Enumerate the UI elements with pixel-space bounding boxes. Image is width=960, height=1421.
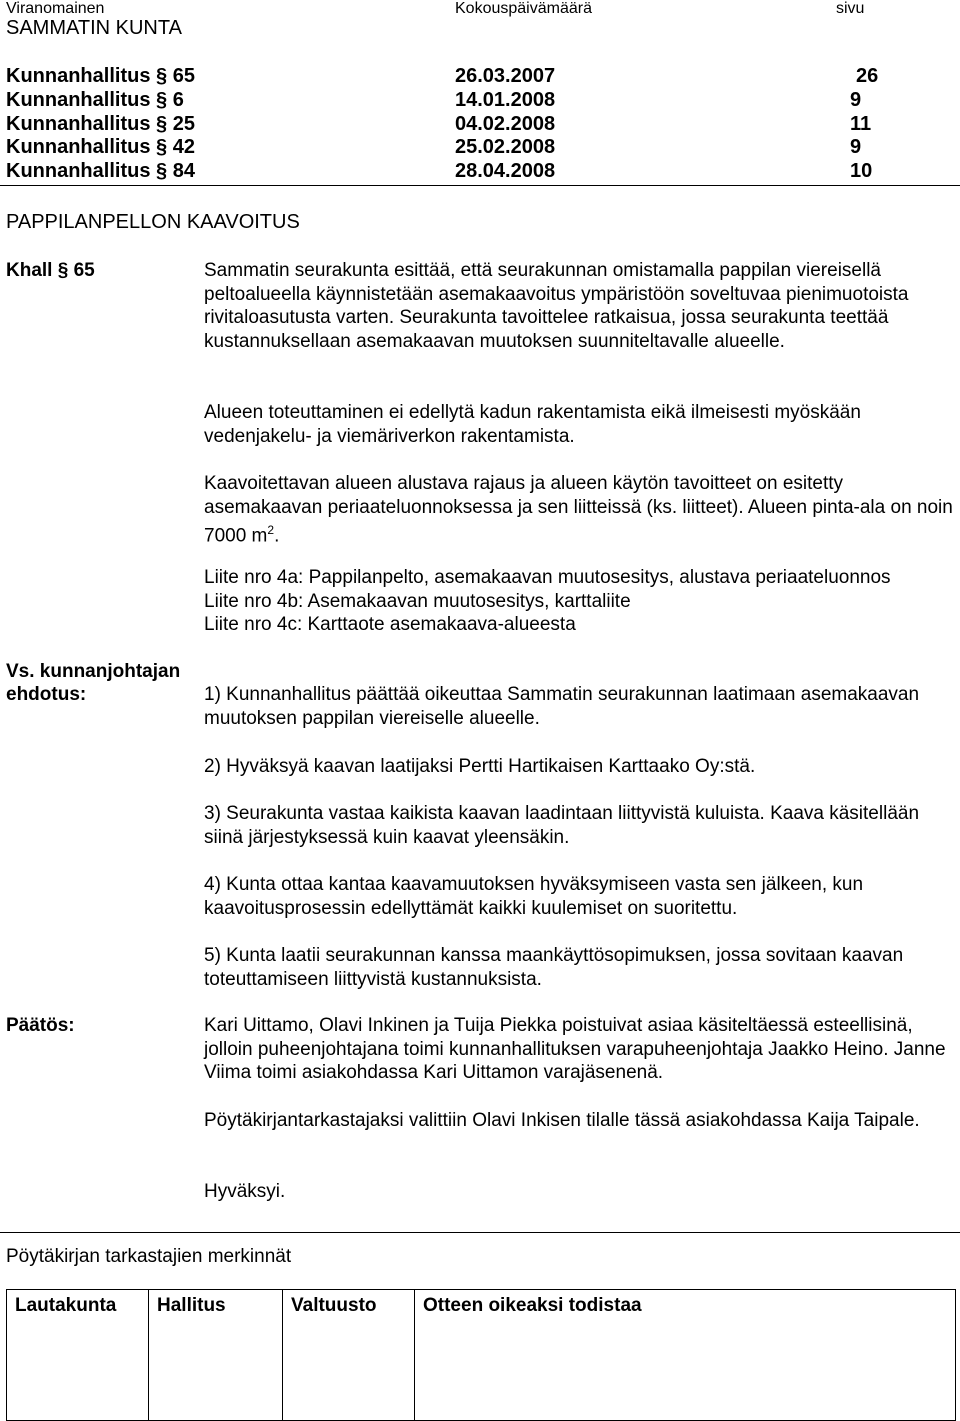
khall-section-number: 65 — [73, 260, 95, 281]
proposal-item-5 — [204, 944, 954, 991]
decision-paragraph-1 — [204, 1014, 954, 1085]
section-sign: § — [156, 113, 168, 135]
khall-paragraph-3 — [204, 472, 954, 548]
attachment-item: Liite nro 4a: Pappilanpelto, asemakaavan muutosesitys, alustava periaateluonnos — [204, 567, 891, 588]
attachment-list — [204, 566, 954, 637]
decision-text: Kari Uittamo, Olavi Inkinen ja Tuija Piekka poistuivat asiaa käsiteltäessä esteellisinä, jolloin puheenjohtajana toimi kunnanhallituksen varapuheenjohtaja Jaakko Heino. Janne Viima toimi asiakohdassa Kari Uittamon varajäsenenä. — [204, 1015, 946, 1083]
signature-cell: Valtuusto — [283, 1290, 415, 1421]
section-sign: § — [156, 65, 168, 87]
khall-area-text — [204, 472, 954, 548]
meeting-date: 14.01.2008 — [455, 89, 556, 111]
area-superscript: 2 — [267, 523, 275, 537]
khall-label — [6, 259, 95, 282]
meeting-page: 11 — [850, 113, 872, 135]
authority-label: Viranomainen — [6, 0, 105, 17]
meeting-section: 65 — [172, 65, 195, 87]
meeting-body: Kunnanhallitus — [6, 65, 151, 87]
subject-title: PAPPILANPELLON KAAVOITUS — [6, 211, 300, 233]
proposal-text: 2) Hyväksyä kaavan laatijaksi Pertti Hartikaisen Karttaako Oy:stä. — [204, 756, 756, 777]
khall-text: Alueen toteuttaminen ei edellytä kadun rakentamista eikä ilmeisesti myöskään vedenjakelu- ja viemäriverkon rakentamista. — [204, 402, 861, 447]
meeting-page: 10 — [850, 160, 873, 182]
meeting-date: 28.04.2008 — [455, 160, 556, 182]
meeting-date-label: Kokouspäivämäärä — [455, 0, 592, 17]
attachment-item: Liite nro 4b: Asemakaavan muutosesitys, karttaliite — [204, 590, 631, 612]
proposal-text: 4) Kunta ottaa kantaa kaavamuutoksen hyväksymiseen vasta sen jälkeen, kun kaavoitusprosessin edellyttämät kaikki kuulemiset on suoritettu. — [204, 874, 864, 919]
meeting-section: 6 — [172, 89, 184, 111]
meeting-page: 9 — [850, 89, 862, 111]
meeting-body: Kunnanhallitus — [6, 89, 151, 111]
khall-paragraph-1 — [204, 259, 954, 353]
decision-paragraph-2 — [204, 1109, 954, 1133]
proposal-item-4 — [204, 873, 954, 920]
proposal-item-1 — [204, 683, 954, 730]
meeting-body: Kunnanhallitus — [6, 160, 151, 182]
meeting-row — [6, 112, 195, 136]
section-sign: § — [156, 89, 168, 111]
header-divider — [0, 185, 960, 186]
section-sign: § — [57, 260, 69, 281]
signature-row — [7, 1290, 956, 1421]
meeting-row — [6, 159, 195, 183]
khall-text: Sammatin seurakunta esittää, että seurakunnan omistamalla pappilan viereisellä peltoalueella käynnistetään asemakaavoitus ympäristöön soveltuvaa pienimuotoista rivitaloasutusta varten. Seurakunta tavoittelee ratkaisua, jossa seurakunta teettää kustannuksellaan asemakaavan muutoksen suunniteltavalle alueelle. — [204, 260, 909, 352]
section-sign: § — [156, 160, 168, 182]
meeting-date: 04.02.2008 — [455, 113, 556, 135]
meeting-date: 26.03.2007 — [455, 65, 556, 87]
attachment-item: Liite nro 4c: Karttaote asemakaava-alueesta — [204, 614, 576, 635]
signature-cell: Lautakunta — [7, 1290, 149, 1421]
meeting-body: Kunnanhallitus — [6, 136, 151, 158]
meeting-page: 9 — [850, 136, 862, 158]
proposal-text: 5) Kunta laatii seurakunnan kanssa maankäyttösopimuksen, jossa sovitaan kaavan toteuttamiseen liittyvistä kustannuksista. — [204, 945, 904, 990]
section-sign: § — [156, 136, 168, 158]
decision-paragraph-3 — [204, 1180, 954, 1204]
meeting-section: 84 — [172, 160, 195, 182]
meeting-page: 26 — [856, 65, 879, 87]
proposal-item-3 — [204, 802, 954, 849]
meeting-row — [6, 64, 195, 88]
meeting-row — [6, 135, 195, 159]
khall-paragraph-2 — [204, 401, 954, 448]
decision-text: Pöytäkirjantarkastajaksi valittiin Olavi Inkisen tilalle tässä asiakohdassa Kaija Taipale. — [204, 1110, 920, 1131]
decision-label: Päätös: — [6, 1015, 75, 1036]
area-end: . — [274, 525, 280, 547]
proposal-text: 1) Kunnanhallitus päättää oikeuttaa Sammatin seurakunnan laatimaan asemakaavan muutoksen pappilan viereiselle alueelle. — [204, 684, 920, 729]
meeting-section: 25 — [172, 113, 195, 135]
footer-divider — [0, 1232, 960, 1233]
proposal-label-line2: ehdotus: — [6, 684, 87, 705]
decision-text: Hyväksyi. — [204, 1181, 286, 1202]
proposal-label-line1: Vs. kunnanjohtajan — [6, 661, 181, 682]
signature-cell: Otteen oikeaksi todistaa — [415, 1290, 956, 1421]
signature-table — [6, 1289, 956, 1421]
meeting-section: 42 — [172, 136, 195, 158]
meeting-row — [6, 88, 184, 112]
khall-label-text: Khall — [6, 260, 53, 281]
meeting-body: Kunnanhallitus — [6, 113, 151, 135]
page-label: sivu — [836, 0, 865, 17]
organization-name: SAMMATIN KUNTA — [6, 17, 182, 39]
area-text: Kaavoitettavan alueen alustava rajaus ja alueen käytön tavoitteet on esitetty asemakaavan periaateluonnoksessa ja sen liitteissä (ks. liitteet). Alueen pinta-ala on noin 7000 m — [204, 473, 953, 547]
reviewers-note: Pöytäkirjan tarkastajien merkinnät — [6, 1246, 292, 1267]
signature-cell: Hallitus — [149, 1290, 283, 1421]
proposal-text: 3) Seurakunta vastaa kaikista kaavan laadintaan liittyvistä kuluista. Kaava käsitellään siinä järjestyksessä kuin kaavat yleensäkin. — [204, 803, 920, 848]
proposal-item-2 — [204, 755, 954, 779]
meeting-date: 25.02.2008 — [455, 136, 556, 158]
